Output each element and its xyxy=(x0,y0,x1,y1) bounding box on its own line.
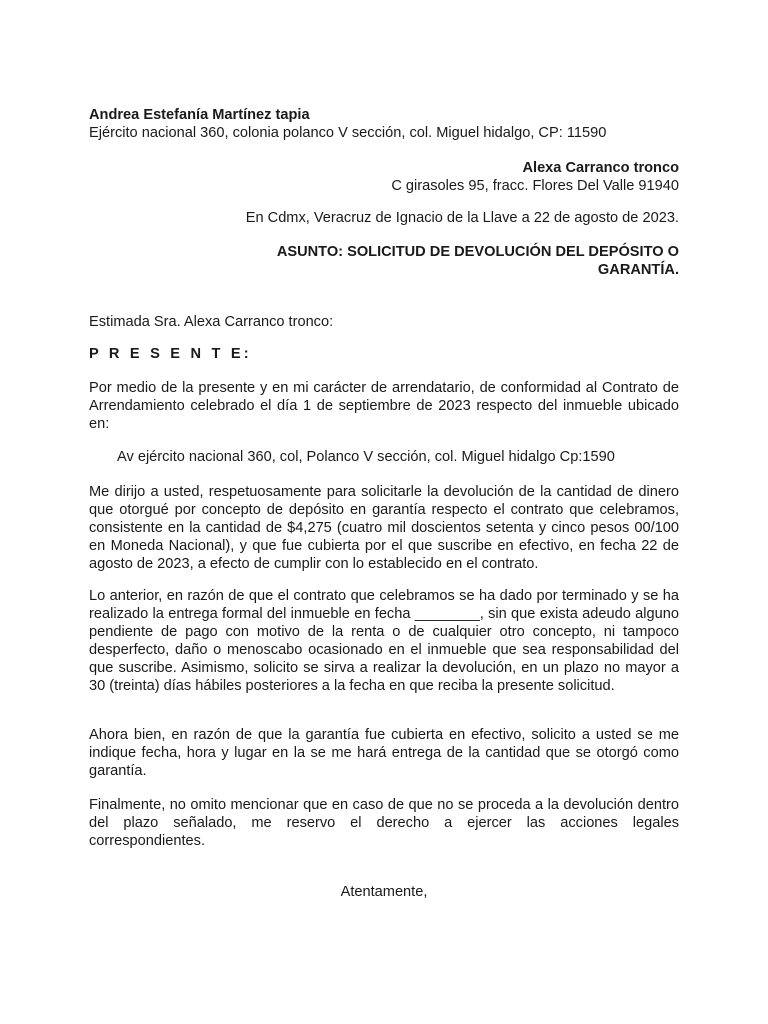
place-date: En Cdmx, Veracruz de Ignacio de la Llave a 22 de agosto de 2023. xyxy=(245,210,679,226)
paragraph-reason: Lo anterior, en razón de que el contrato que celebramos se ha dado por terminado y se ha realizado la entrega formal del inmueble en fecha ________, sin que exista adeudo alguno pendiente de pago con motivo de la renta o de cualquier otro concepto, ni tampoco desperfecto, daño o menoscabo ocasionado en el inmueble que sea responsabilidad del que suscribe. Asimismo, solicito se sirva a realizar la devolución, en un plazo no mayor a 30 (treinta) días hábiles posteriores a la fecha en que reciba la presente solicitud. xyxy=(89,588,679,694)
paragraph-intro: Por medio de la presente y en mi carácter de arrendatario, de conformidad al Contrato de Arrendamiento celebrado el día 1 de septiembre de 2023 respecto del inmueble ubicado en: xyxy=(89,380,679,432)
presente-heading: P R E S E N T E: xyxy=(89,346,252,362)
greeting: Estimada Sra. Alexa Carranco tronco: xyxy=(89,314,334,330)
paragraph-request: Me dirijo a usted, respetuosamente para solicitarle la devolución de la cantidad de dinero que otorgué por concepto de depósito en garantía respecto el contrato que celebramos, consistente en la cantidad de $4,275 (cuatro mil doscientos setenta y cinco pesos 00/100 en Moneda Nacional), y que fue cubierta por el que suscribe en efectivo, en fecha 22 de agosto de 2023, a efecto de cumplir con lo establecido en el contrato. xyxy=(89,484,679,572)
paragraph-cash: Ahora bien, en razón de que la garantía fue cubierta en efectivo, solicito a usted se me indique fecha, hora y lugar en la se me hará entrega de la cantidad que se otorgó como garantía. xyxy=(89,727,679,779)
subject-line-1: ASUNTO: SOLICITUD DE DEVOLUCIÓN DEL DEPÓSITO O xyxy=(276,244,679,260)
closing: Atentamente, xyxy=(340,884,428,900)
paragraph-final: Finalmente, no omito mencionar que en caso de que no se proceda a la devolución dentro del plazo señalado, me reservo el derecho a ejercer las acciones legales correspondientes. xyxy=(89,797,679,849)
recipient-name: Alexa Carranco tronco xyxy=(522,160,679,176)
property-address: Av ejército nacional 360, col, Polanco V sección, col. Miguel hidalgo Cp:1590 xyxy=(117,449,615,465)
recipient-address: C girasoles 95, fracc. Flores Del Valle 91940 xyxy=(391,178,679,194)
subject-line-2: GARANTÍA. xyxy=(597,262,679,278)
sender-address: Ejército nacional 360, colonia polanco V sección, col. Miguel hidalgo, CP: 11590 xyxy=(89,125,607,141)
sender-name: Andrea Estefanía Martínez tapia xyxy=(89,107,310,123)
